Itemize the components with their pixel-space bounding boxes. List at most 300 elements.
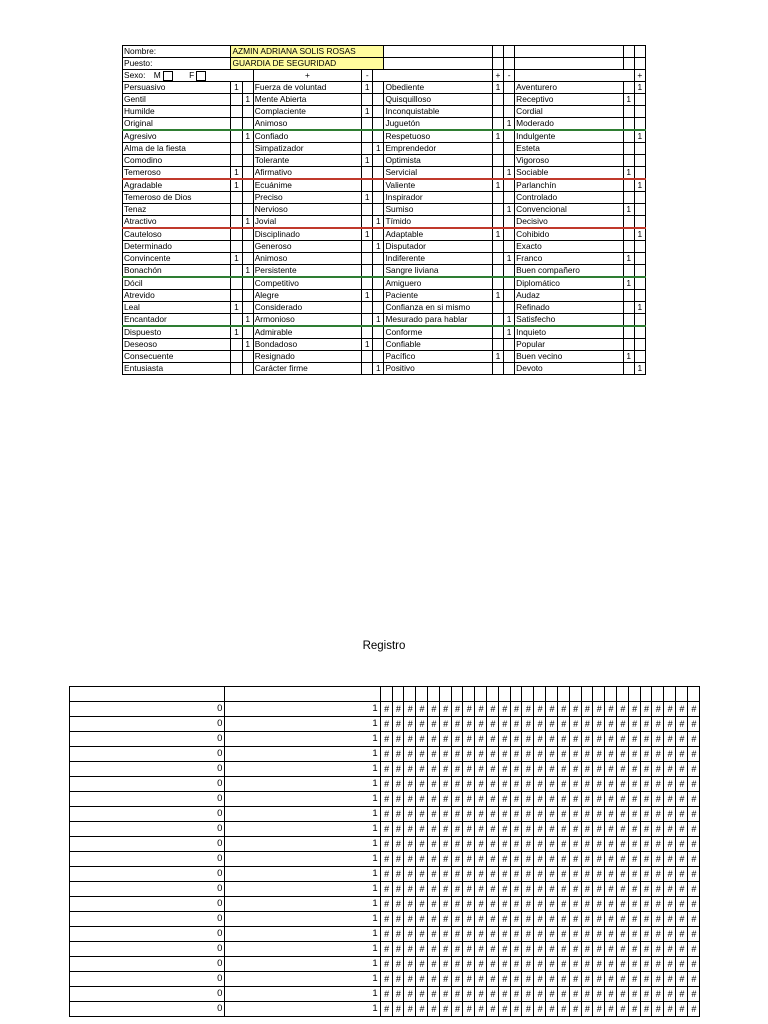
nombre-value: AZMIN ADRIANA SOLIS ROSAS — [231, 46, 384, 58]
plus-mark[interactable] — [362, 241, 373, 253]
plus-mark[interactable] — [623, 241, 634, 253]
minus-mark[interactable] — [373, 155, 384, 167]
minus-mark[interactable]: 1 — [634, 130, 645, 143]
trait-word: Sangre liviana — [384, 265, 492, 278]
minus-mark[interactable] — [373, 302, 384, 314]
plus-mark[interactable] — [231, 216, 242, 229]
trait-word: Dócil — [123, 277, 231, 290]
plus-mark[interactable]: 1 — [231, 302, 242, 314]
plus-mark[interactable]: 1 — [231, 179, 242, 192]
minus-mark[interactable] — [373, 192, 384, 204]
plus-mark[interactable] — [492, 143, 503, 155]
plus-mark[interactable]: 1 — [362, 290, 373, 302]
minus-mark[interactable] — [242, 192, 253, 204]
plus-mark[interactable] — [231, 204, 242, 216]
plus-mark[interactable]: 1 — [231, 326, 242, 339]
minus-mark[interactable] — [373, 290, 384, 302]
plus-mark[interactable] — [231, 155, 242, 167]
minus-mark[interactable]: 1 — [504, 167, 515, 180]
plus-mark[interactable] — [492, 155, 503, 167]
plus-mark[interactable] — [362, 167, 373, 180]
registro-row — [70, 942, 700, 957]
minus-mark[interactable] — [634, 277, 645, 290]
registro-hash-cell: # — [416, 822, 428, 837]
registro-left-value: 0 — [70, 1002, 225, 1017]
trait-word: Cauteloso — [123, 228, 231, 241]
plus-mark[interactable] — [623, 106, 634, 118]
trait-word: Determinado — [123, 241, 231, 253]
plus-mark[interactable]: 1 — [231, 253, 242, 265]
registro-hash-cell: # — [534, 987, 546, 1002]
plus-mark[interactable] — [362, 277, 373, 290]
plus-mark[interactable]: 1 — [492, 130, 503, 143]
registro-row — [70, 777, 700, 792]
minus-mark[interactable] — [504, 82, 515, 94]
plus-mark[interactable] — [623, 326, 634, 339]
registro-hash-cell: # — [664, 822, 676, 837]
plus-mark[interactable] — [231, 314, 242, 327]
trait-word: Positivo — [384, 363, 492, 375]
registro-hash-cell: # — [534, 822, 546, 837]
minus-mark[interactable] — [242, 106, 253, 118]
minus-mark[interactable] — [242, 277, 253, 290]
registro-hash-cell: # — [427, 927, 439, 942]
registro-left-value: 0 — [70, 927, 225, 942]
trait-word: Disputador — [384, 241, 492, 253]
plus-mark[interactable]: 1 — [362, 82, 373, 94]
registro-hash-cell: # — [664, 717, 676, 732]
minus-mark[interactable] — [242, 82, 253, 94]
minus-mark[interactable] — [373, 351, 384, 363]
plus-mark[interactable] — [492, 118, 503, 131]
registro-hash-cell: # — [687, 912, 699, 927]
registro-hash-cell: # — [616, 852, 628, 867]
plus-mark[interactable] — [231, 228, 242, 241]
registro-hash-cell: # — [522, 807, 534, 822]
minus-mark[interactable] — [242, 363, 253, 375]
plus-mark[interactable] — [492, 204, 503, 216]
plus-mark[interactable] — [492, 94, 503, 106]
minus-mark[interactable] — [504, 351, 515, 363]
minus-mark[interactable]: 1 — [504, 326, 515, 339]
minus-mark[interactable]: 1 — [242, 216, 253, 229]
plus-mark[interactable]: 1 — [623, 167, 634, 180]
registro-hash-cell: # — [380, 837, 392, 852]
minus-mark[interactable] — [373, 253, 384, 265]
registro-header-cell — [416, 687, 428, 702]
minus-mark[interactable]: 1 — [504, 118, 515, 131]
registro-hash-cell: # — [652, 837, 664, 852]
registro-hash-cell: # — [380, 747, 392, 762]
registro-hash-cell: # — [475, 702, 487, 717]
registro-hash-cell: # — [404, 927, 416, 942]
minus-mark[interactable] — [504, 363, 515, 375]
trait-word: Mente Abierta — [253, 94, 361, 106]
trait-row — [123, 290, 646, 302]
registro-hash-cell: # — [664, 972, 676, 987]
registro-left-value: 0 — [70, 882, 225, 897]
minus-mark[interactable] — [373, 277, 384, 290]
plus-mark[interactable] — [623, 265, 634, 278]
minus-mark[interactable]: 1 — [634, 363, 645, 375]
registro-hash-cell: # — [427, 717, 439, 732]
plus-mark[interactable]: 1 — [492, 82, 503, 94]
plus-mark[interactable] — [492, 265, 503, 278]
plus-mark[interactable] — [231, 265, 242, 278]
registro-hash-cell: # — [404, 957, 416, 972]
minus-mark[interactable]: 1 — [242, 130, 253, 143]
minus-mark[interactable]: 1 — [373, 143, 384, 155]
minus-mark[interactable]: 1 — [504, 314, 515, 327]
plus-mark[interactable] — [362, 143, 373, 155]
minus-mark[interactable] — [504, 155, 515, 167]
plus-mark[interactable]: 1 — [362, 192, 373, 204]
plus-mark[interactable] — [623, 155, 634, 167]
registro-hash-cell: # — [463, 987, 475, 1002]
minus-mark[interactable]: 1 — [242, 339, 253, 351]
registro-hash-cell: # — [534, 882, 546, 897]
minus-mark[interactable] — [634, 216, 645, 229]
plus-mark[interactable]: 1 — [362, 106, 373, 118]
minus-mark[interactable]: 1 — [634, 228, 645, 241]
minus-mark[interactable] — [373, 167, 384, 180]
registro-hash-cell: # — [687, 927, 699, 942]
plus-mark[interactable] — [623, 130, 634, 143]
registro-hash-cell: # — [427, 822, 439, 837]
minus-mark[interactable] — [504, 241, 515, 253]
registro-row — [70, 747, 700, 762]
minus-mark[interactable] — [504, 302, 515, 314]
trait-word: Indiferente — [384, 253, 492, 265]
plus-mark[interactable] — [623, 314, 634, 327]
minus-mark[interactable] — [504, 290, 515, 302]
plus-mark[interactable] — [362, 351, 373, 363]
plus-mark[interactable] — [492, 339, 503, 351]
plus-mark[interactable] — [623, 82, 634, 94]
minus-mark[interactable] — [242, 118, 253, 131]
minus-mark[interactable] — [504, 277, 515, 290]
trait-row — [123, 179, 646, 192]
minus-mark[interactable] — [634, 192, 645, 204]
plus-mark[interactable]: 1 — [623, 253, 634, 265]
plus-mark[interactable]: 1 — [492, 290, 503, 302]
registro-hash-cell: # — [652, 972, 664, 987]
minus-mark[interactable] — [634, 351, 645, 363]
registro-hash-cell: # — [463, 912, 475, 927]
trait-word: Inquieto — [515, 326, 623, 339]
registro-hash-cell: # — [628, 822, 640, 837]
registro-hash-cell: # — [652, 957, 664, 972]
minus-mark[interactable] — [373, 94, 384, 106]
plus-mark[interactable] — [362, 253, 373, 265]
minus-mark[interactable] — [242, 143, 253, 155]
personality-sheet — [122, 45, 646, 375]
plus-mark[interactable] — [362, 216, 373, 229]
trait-word: Receptivo — [515, 94, 623, 106]
trait-word: Confiable — [384, 339, 492, 351]
plus-mark[interactable]: 1 — [492, 228, 503, 241]
minus-mark[interactable] — [242, 155, 253, 167]
minus-mark[interactable] — [504, 179, 515, 192]
minus-mark[interactable] — [373, 82, 384, 94]
trait-row — [123, 314, 646, 327]
minus-mark[interactable]: 1 — [504, 253, 515, 265]
plus-mark[interactable]: 1 — [623, 204, 634, 216]
registro-hash-cell: # — [687, 762, 699, 777]
plus-mark[interactable] — [362, 118, 373, 131]
registro-hash-cell: # — [510, 912, 522, 927]
registro-hash-cell: # — [439, 717, 451, 732]
plus-mark[interactable] — [231, 192, 242, 204]
minus-mark[interactable] — [634, 314, 645, 327]
registro-hash-cell: # — [510, 777, 522, 792]
registro-hash-cell: # — [640, 1002, 652, 1017]
minus-mark[interactable] — [634, 94, 645, 106]
minus-mark[interactable] — [634, 204, 645, 216]
plus-mark[interactable]: 1 — [623, 351, 634, 363]
plus-mark[interactable] — [492, 192, 503, 204]
plus-mark[interactable] — [231, 339, 242, 351]
minus-mark[interactable] — [634, 118, 645, 131]
minus-mark[interactable]: 1 — [242, 94, 253, 106]
plus-mark[interactable] — [492, 106, 503, 118]
registro-hash-cell: # — [593, 882, 605, 897]
plus-mark[interactable] — [362, 94, 373, 106]
registro-hash-cell: # — [640, 927, 652, 942]
sexo-cell — [123, 70, 254, 82]
plus-mark[interactable]: 1 — [623, 94, 634, 106]
plus-mark[interactable] — [623, 192, 634, 204]
trait-word: Buen vecino — [515, 351, 623, 363]
plus-mark[interactable]: 1 — [623, 277, 634, 290]
registro-hash-cell: # — [616, 942, 628, 957]
plus-mark[interactable] — [623, 363, 634, 375]
minus-mark[interactable] — [634, 339, 645, 351]
minus-mark[interactable]: 1 — [373, 216, 384, 229]
minus-mark[interactable]: 1 — [634, 179, 645, 192]
registro-hash-cell: # — [404, 732, 416, 747]
m-checkbox[interactable] — [163, 71, 173, 81]
minus-mark[interactable] — [242, 167, 253, 180]
plus-mark[interactable] — [492, 277, 503, 290]
minus-mark[interactable] — [634, 265, 645, 278]
minus-mark[interactable] — [242, 253, 253, 265]
minus-mark[interactable] — [373, 339, 384, 351]
plus-mark[interactable] — [231, 277, 242, 290]
plus-mark[interactable]: 1 — [492, 351, 503, 363]
plus-mark[interactable]: 1 — [362, 228, 373, 241]
registro-hash-cell: # — [628, 837, 640, 852]
plus-mark[interactable] — [623, 143, 634, 155]
minus-mark[interactable] — [242, 204, 253, 216]
minus-mark[interactable] — [373, 118, 384, 131]
registro-hash-cell: # — [557, 792, 569, 807]
minus-mark[interactable] — [504, 265, 515, 278]
registro-hash-cell: # — [427, 747, 439, 762]
plus-mark[interactable] — [492, 241, 503, 253]
minus-mark[interactable] — [504, 228, 515, 241]
minus-mark[interactable] — [504, 94, 515, 106]
plus-mark[interactable] — [231, 118, 242, 131]
plus-mark[interactable] — [492, 253, 503, 265]
minus-mark[interactable] — [242, 302, 253, 314]
plus-mark[interactable] — [231, 351, 242, 363]
plus-mark[interactable] — [623, 228, 634, 241]
plus-mark[interactable]: 1 — [362, 155, 373, 167]
registro-hash-cell: # — [427, 867, 439, 882]
minus-mark[interactable] — [634, 167, 645, 180]
minus-mark[interactable] — [634, 155, 645, 167]
registro-hash-cell: # — [605, 747, 617, 762]
registro-hash-cell: # — [628, 897, 640, 912]
plus-mark[interactable] — [623, 216, 634, 229]
plus-mark[interactable] — [492, 314, 503, 327]
minus-mark[interactable] — [373, 179, 384, 192]
minus-mark[interactable] — [634, 143, 645, 155]
plus-mark[interactable] — [231, 130, 242, 143]
registro-left-value: 0 — [70, 702, 225, 717]
registro-hash-cell: # — [380, 792, 392, 807]
registro-header-cell — [546, 687, 558, 702]
plus-mark[interactable] — [492, 326, 503, 339]
minus-mark[interactable] — [242, 179, 253, 192]
registro-hash-cell: # — [427, 882, 439, 897]
registro-hash-cell: # — [451, 987, 463, 1002]
registro-hash-cell: # — [439, 897, 451, 912]
plus-mark[interactable]: 1 — [231, 167, 242, 180]
registro-hash-cell: # — [380, 822, 392, 837]
minus-mark[interactable] — [373, 228, 384, 241]
plus-mark[interactable] — [231, 94, 242, 106]
registro-hash-cell: # — [628, 732, 640, 747]
plus-mark[interactable]: 1 — [231, 82, 242, 94]
minus-mark[interactable] — [242, 241, 253, 253]
plus-mark[interactable] — [231, 241, 242, 253]
registro-hash-cell: # — [510, 852, 522, 867]
registro-hash-cell: # — [463, 852, 475, 867]
trait-word: Gentil — [123, 94, 231, 106]
minus-mark[interactable]: 1 — [634, 302, 645, 314]
plus-mark[interactable] — [362, 204, 373, 216]
plus-mark[interactable] — [492, 363, 503, 375]
plus-mark[interactable] — [231, 106, 242, 118]
registro-hash-cell: # — [605, 882, 617, 897]
registro-hash-cell: # — [451, 927, 463, 942]
plus-mark[interactable] — [362, 326, 373, 339]
plus-mark[interactable] — [231, 290, 242, 302]
minus-mark[interactable]: 1 — [373, 241, 384, 253]
registro-hash-cell: # — [463, 702, 475, 717]
plus-mark[interactable] — [362, 130, 373, 143]
minus-mark[interactable] — [634, 290, 645, 302]
plus-mark[interactable] — [362, 179, 373, 192]
registro-hash-cell: # — [487, 912, 499, 927]
minus-mark[interactable]: 1 — [504, 204, 515, 216]
minus-mark[interactable] — [242, 290, 253, 302]
registro-hash-cell: # — [640, 747, 652, 762]
plus-mark[interactable] — [231, 363, 242, 375]
registro-hash-cell: # — [427, 987, 439, 1002]
registro-hash-cell: # — [557, 762, 569, 777]
registro-hash-cell: # — [439, 867, 451, 882]
minus-mark[interactable] — [242, 228, 253, 241]
plus-mark[interactable] — [492, 216, 503, 229]
registro-hash-cell: # — [534, 807, 546, 822]
registro-header-cell — [687, 687, 699, 702]
minus-mark[interactable] — [373, 265, 384, 278]
registro-hash-cell: # — [380, 987, 392, 1002]
sexo-row — [123, 70, 646, 82]
plus-mark[interactable] — [362, 302, 373, 314]
minus-mark[interactable]: 1 — [373, 314, 384, 327]
registro-hash-cell: # — [581, 987, 593, 1002]
minus-mark[interactable] — [373, 106, 384, 118]
minus-mark[interactable]: 1 — [373, 363, 384, 375]
sexo-label: Sexo: — [124, 70, 146, 80]
registro-hash-cell: # — [569, 957, 581, 972]
minus-mark[interactable] — [634, 241, 645, 253]
minus-mark[interactable]: 1 — [242, 314, 253, 327]
minus-mark[interactable] — [504, 339, 515, 351]
registro-hash-cell: # — [640, 762, 652, 777]
plus-mark[interactable] — [492, 167, 503, 180]
minus-mark[interactable] — [634, 253, 645, 265]
minus-mark[interactable] — [373, 326, 384, 339]
registro-hash-cell: # — [463, 882, 475, 897]
minus-mark[interactable] — [242, 326, 253, 339]
f-checkbox[interactable] — [196, 71, 206, 81]
minus-mark[interactable] — [504, 106, 515, 118]
minus-mark[interactable] — [504, 216, 515, 229]
minus-mark[interactable] — [504, 130, 515, 143]
registro-hash-cell: # — [676, 897, 688, 912]
plus-mark[interactable] — [623, 302, 634, 314]
minus-mark[interactable] — [504, 143, 515, 155]
minus-mark[interactable] — [634, 326, 645, 339]
plus-mark[interactable] — [362, 363, 373, 375]
registro-hash-cell: # — [581, 792, 593, 807]
plus-mark[interactable] — [362, 314, 373, 327]
registro-row — [70, 762, 700, 777]
minus-mark[interactable] — [373, 130, 384, 143]
registro-hash-cell: # — [498, 762, 510, 777]
plus-mark[interactable] — [362, 265, 373, 278]
plus-mark[interactable] — [492, 302, 503, 314]
plus-mark[interactable] — [231, 143, 242, 155]
plus-mark[interactable]: 1 — [492, 179, 503, 192]
plus-mark[interactable] — [623, 179, 634, 192]
registro-hash-cell: # — [404, 882, 416, 897]
trait-word: Competitivo — [253, 277, 361, 290]
plus-mark[interactable] — [623, 290, 634, 302]
trait-word: Convincente — [123, 253, 231, 265]
plus-mark[interactable]: 1 — [362, 339, 373, 351]
registro-hash-cell: # — [427, 807, 439, 822]
plus-mark[interactable] — [623, 339, 634, 351]
trait-word: Ecuánime — [253, 179, 361, 192]
minus-mark[interactable] — [634, 106, 645, 118]
registro-row — [70, 852, 700, 867]
registro-hash-cell: # — [380, 972, 392, 987]
minus-mark[interactable]: 1 — [242, 265, 253, 278]
registro-hash-cell: # — [687, 987, 699, 1002]
registro-mid-value: 1 — [225, 852, 380, 867]
minus-mark[interactable]: 1 — [634, 82, 645, 94]
plus-mark[interactable] — [623, 118, 634, 131]
minus-mark[interactable] — [504, 192, 515, 204]
minus-mark[interactable] — [373, 204, 384, 216]
minus-mark[interactable] — [242, 351, 253, 363]
